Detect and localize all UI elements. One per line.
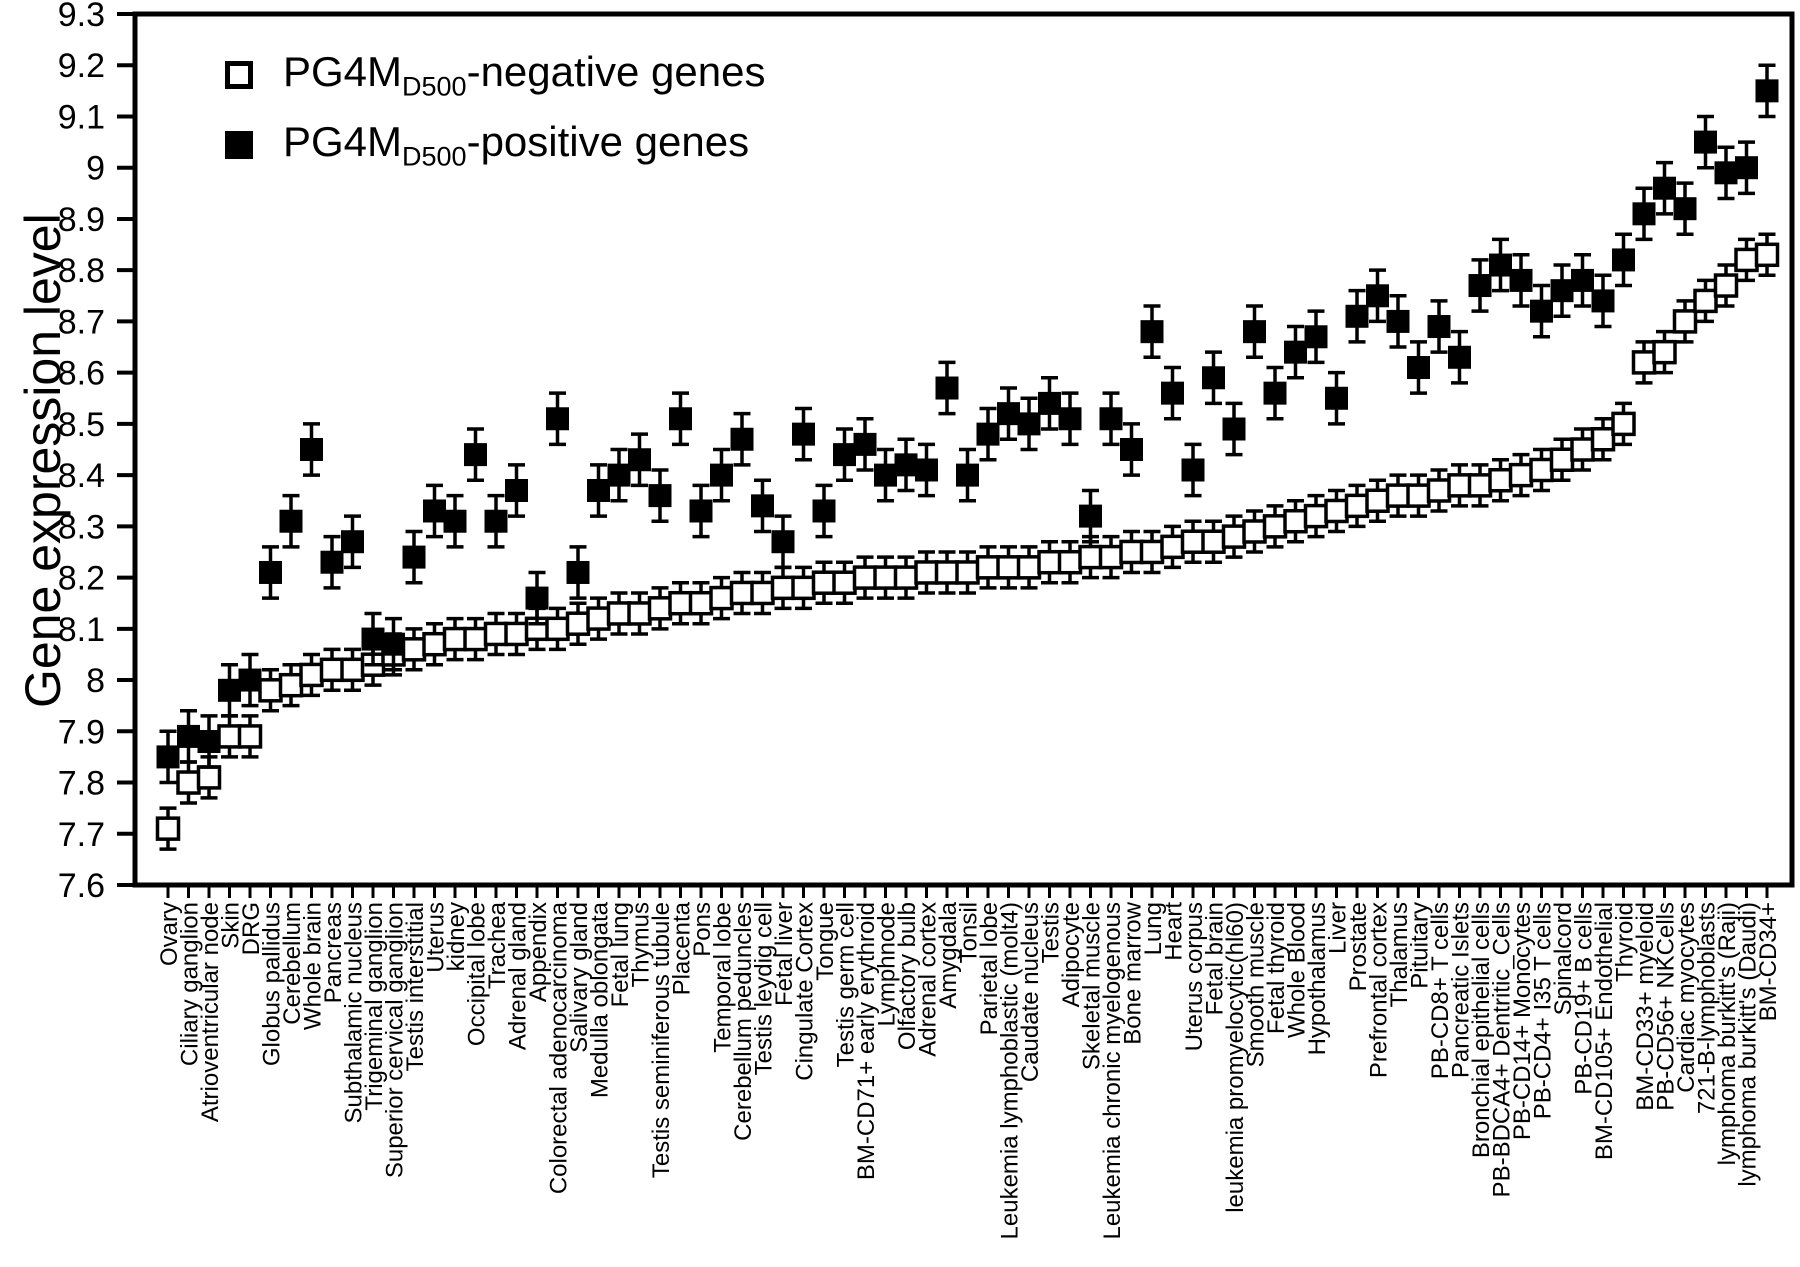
- data-point: [1306, 506, 1327, 527]
- data-point: [752, 582, 773, 603]
- x-tick-label: Testis seminiferous tubule: [648, 902, 675, 1179]
- x-tick-label: Colorectal adenocarcinoma: [545, 902, 573, 1195]
- x-tick-label: Fetal liver: [771, 902, 798, 1007]
- data-point: [1285, 342, 1306, 363]
- x-tick-label: leukemia promyelocytic(hl60): [1222, 902, 1249, 1213]
- data-point: [1470, 275, 1491, 296]
- legend-text: -negative genes: [466, 47, 766, 95]
- data-point: [240, 726, 261, 747]
- data-point: [1695, 290, 1716, 311]
- x-tick-label: Atrioventricular node: [197, 902, 224, 1123]
- x-tick-label: Skin: [217, 902, 245, 949]
- x-tick-label: Globus pallidus: [258, 902, 286, 1067]
- data-point: [260, 680, 281, 701]
- x-tick-label: Ovary: [156, 902, 183, 967]
- data-point: [1654, 342, 1675, 363]
- data-point: [1408, 485, 1429, 506]
- y-tick-label: 8.7: [57, 303, 105, 342]
- data-point: [834, 444, 855, 465]
- data-point: [1470, 475, 1491, 496]
- data-point: [1203, 531, 1224, 552]
- data-point: [1654, 178, 1675, 199]
- data-point: [855, 434, 876, 455]
- data-point: [752, 495, 773, 516]
- data-point: [1326, 500, 1347, 521]
- data-point: [1388, 311, 1409, 332]
- y-tick-label: 9.3: [57, 0, 105, 34]
- x-tick-label: Lung: [1140, 902, 1167, 956]
- data-point: [896, 454, 917, 475]
- x-tick-label: Occipital lobe: [463, 902, 491, 1047]
- data-point: [1367, 285, 1388, 306]
- data-point: [1326, 388, 1347, 409]
- x-tick-label: lymphoma burkitt's (Daudi): [1734, 902, 1762, 1187]
- series-negative: [158, 234, 1778, 849]
- x-tick-label: Temporal lobe: [709, 902, 737, 1053]
- x-tick-label: Parietal lobe: [976, 902, 1003, 1036]
- data-point: [1593, 290, 1614, 311]
- data-point: [1634, 352, 1655, 373]
- y-tick-label: 8.6: [57, 354, 105, 393]
- y-tick-label: 9.1: [57, 98, 105, 137]
- x-tick-label: Skeletal muscle: [1078, 902, 1106, 1071]
- x-tick-label: Subthalamic nucleus: [340, 902, 368, 1124]
- data-point: [1757, 244, 1778, 265]
- data-point: [1121, 541, 1142, 562]
- data-point: [1265, 383, 1286, 404]
- data-point: [1101, 408, 1122, 429]
- y-tick-label: 8.9: [57, 200, 105, 239]
- data-point: [1613, 413, 1634, 434]
- data-point: [875, 465, 896, 486]
- x-tick-label: Testis germ cell: [832, 902, 860, 1068]
- axes: [58, 0, 1792, 1240]
- data-point: [916, 459, 937, 480]
- data-point: [1183, 531, 1204, 552]
- data-point: [1429, 480, 1450, 501]
- x-tick-label: Pancreatic Islets: [1447, 902, 1475, 1079]
- x-tick-label: Leukemia chronic myelogenous: [1099, 902, 1126, 1240]
- data-point: [424, 500, 445, 521]
- data-point: [301, 664, 322, 685]
- data-point: [1408, 357, 1429, 378]
- data-point: [342, 659, 363, 680]
- data-point: [1675, 198, 1696, 219]
- x-tick-label: Medulla oblongata: [586, 902, 614, 1099]
- data-point: [1736, 249, 1757, 270]
- data-point: [875, 567, 896, 588]
- data-point: [158, 746, 179, 767]
- x-tick-label: Thyroid: [1611, 902, 1639, 983]
- data-point: [1490, 470, 1511, 491]
- data-point: [1449, 347, 1470, 368]
- x-tick-label: Hypothalamus: [1304, 902, 1331, 1056]
- data-point: [404, 547, 425, 568]
- x-tick-label: 721-B-lymphoblasts: [1693, 902, 1721, 1115]
- data-point: [978, 424, 999, 445]
- data-point: [1449, 475, 1470, 496]
- x-tick-label: Trigeminal ganglion: [361, 902, 388, 1111]
- data-point: [1736, 157, 1757, 178]
- data-point: [1675, 311, 1696, 332]
- data-point: [1695, 132, 1716, 153]
- data-point: [199, 731, 220, 752]
- data-point: [1101, 547, 1122, 568]
- y-tick-label: 8.4: [57, 457, 105, 496]
- x-tick-label: Heart: [1160, 902, 1188, 961]
- data-point: [1142, 321, 1163, 342]
- x-tick-label: Adipocyte: [1058, 902, 1085, 1008]
- y-tick-label: 7.6: [57, 867, 105, 905]
- x-tick-label: Bone marrow: [1119, 902, 1147, 1045]
- legend-subscript: D500: [402, 141, 467, 172]
- data-point: [158, 818, 179, 839]
- x-tick-label: Appendix: [525, 902, 552, 1003]
- x-tick-label: Amygdala: [935, 902, 962, 1009]
- x-tick-label: Caudate nucleus: [1017, 902, 1044, 1083]
- x-tick-label: Cerebellum: [279, 902, 306, 1025]
- data-point: [260, 562, 281, 583]
- x-tick-label: Smooth muscle: [1242, 902, 1270, 1068]
- legend-subscript: D500: [402, 71, 467, 102]
- legend: [225, 40, 765, 180]
- data-point: [1593, 429, 1614, 450]
- x-tick-label: Prostate: [1345, 902, 1372, 992]
- x-tick-label: Thalamus: [1386, 902, 1413, 1008]
- data-point: [1552, 449, 1573, 470]
- x-tick-label: Pituitary: [1406, 902, 1434, 989]
- x-tick-label: Uterus corpus: [1181, 902, 1208, 1052]
- data-point: [1613, 249, 1634, 270]
- data-point: [670, 408, 691, 429]
- data-point: [1265, 516, 1286, 537]
- x-tick-label: Testis interstitial: [402, 902, 429, 1072]
- data-point: [363, 629, 384, 650]
- x-tick-label: PB-CD8+ T cells: [1427, 902, 1454, 1080]
- data-point: [1511, 465, 1532, 486]
- data-point: [1039, 552, 1060, 573]
- data-point: [219, 726, 240, 747]
- x-tick-label: Pons: [689, 902, 716, 957]
- data-point: [629, 603, 650, 624]
- data-point: [588, 480, 609, 501]
- data-point: [383, 634, 404, 655]
- y-tick-label: 8: [86, 662, 105, 701]
- data-point: [691, 593, 712, 614]
- data-point: [486, 511, 507, 532]
- data-point: [937, 562, 958, 583]
- y-tick-label: 7.7: [57, 815, 105, 854]
- y-tick-label: 9.2: [57, 47, 105, 86]
- x-tick-label: Pancreas: [320, 902, 347, 1004]
- data-point: [178, 726, 199, 747]
- data-point: [1572, 270, 1593, 291]
- data-point: [1531, 301, 1552, 322]
- data-point: [793, 424, 814, 445]
- data-point: [1019, 413, 1040, 434]
- x-tick-label: Bronchial epithelial cells: [1468, 902, 1495, 1159]
- data-point: [773, 531, 794, 552]
- data-point: [855, 567, 876, 588]
- legend-label-negative: [283, 48, 765, 102]
- x-tick-label: PB-CD14+ Monocytes: [1509, 902, 1536, 1141]
- data-point: [445, 511, 466, 532]
- x-tick-label: Liver: [1324, 902, 1352, 955]
- data-point: [322, 659, 343, 680]
- legend-item-positive: [225, 110, 765, 180]
- x-tick-label: Ciliary ganglion: [176, 902, 204, 1067]
- y-tick-label: 8.5: [57, 405, 105, 444]
- legend-label-positive: [283, 118, 749, 172]
- legend-text: PG4M: [283, 47, 403, 95]
- data-point: [1142, 541, 1163, 562]
- x-tick-label: Prefrontal cortex: [1365, 902, 1393, 1079]
- y-tick-label: 8.2: [57, 559, 105, 598]
- data-point: [568, 613, 589, 634]
- data-point: [711, 588, 732, 609]
- x-tick-label: Tonsil: [955, 902, 983, 964]
- data-point: [916, 562, 937, 583]
- x-tick-label: Salivary gland: [566, 902, 593, 1053]
- filled-square-marker-icon: [225, 131, 253, 159]
- data-point: [609, 603, 630, 624]
- y-tick-label: 7.8: [57, 764, 105, 803]
- x-tick-label: Cingulate Cortex: [791, 902, 819, 1081]
- y-tick-label: 8.8: [57, 252, 105, 291]
- data-point: [1162, 536, 1183, 557]
- data-point: [1203, 367, 1224, 388]
- x-tick-label: Fetal thyroid: [1263, 902, 1290, 1035]
- x-tick-label: Olfactory bulb: [894, 902, 921, 1051]
- data-point: [998, 557, 1019, 578]
- data-point: [486, 623, 507, 644]
- data-point: [1388, 485, 1409, 506]
- y-tick-label: 8.3: [57, 508, 105, 547]
- data-point: [547, 408, 568, 429]
- data-point: [1060, 408, 1081, 429]
- data-point: [998, 403, 1019, 424]
- data-point: [527, 588, 548, 609]
- data-point: [732, 582, 753, 603]
- data-point: [424, 634, 445, 655]
- x-tick-label: kidney: [443, 902, 470, 972]
- x-tick-label: Trachea: [484, 902, 511, 990]
- data-point: [773, 577, 794, 598]
- y-axis-title: Gene expression level: [15, 213, 71, 708]
- data-point: [1162, 383, 1183, 404]
- x-tick-label: Adrenal cortex: [914, 902, 942, 1057]
- data-point: [896, 567, 917, 588]
- legend-text: -positive genes: [466, 117, 750, 165]
- data-point: [650, 485, 671, 506]
- x-tick-label: Leukemia lymphoblastic (molt4): [996, 902, 1024, 1240]
- data-point: [978, 557, 999, 578]
- x-tick-label: PB-CD56+ NKCells: [1652, 902, 1680, 1111]
- data-point: [178, 772, 199, 793]
- data-point: [1244, 521, 1265, 542]
- data-point: [1060, 552, 1081, 573]
- data-point: [1511, 270, 1532, 291]
- x-tick-label: PB-BDCA4+ Dentritic_Cells: [1488, 902, 1516, 1198]
- data-point: [219, 680, 240, 701]
- data-point: [240, 670, 261, 691]
- data-point: [1716, 275, 1737, 296]
- x-tick-label: Fetal brain: [1201, 902, 1229, 1016]
- data-point: [1429, 316, 1450, 337]
- y-tick-label: 7.9: [57, 713, 105, 752]
- x-tick-label: PB-CD19+ B cells: [1570, 902, 1598, 1095]
- data-point: [650, 598, 671, 619]
- x-tick-label: Fetal lung: [607, 902, 634, 1008]
- x-tick-label: Thymus: [627, 902, 655, 988]
- data-point: [1572, 439, 1593, 460]
- data-point: [834, 572, 855, 593]
- y-tick-label: 8.1: [57, 610, 105, 649]
- data-point: [568, 562, 589, 583]
- data-point: [1224, 419, 1245, 440]
- x-tick-label: Superior cervical ganglion: [381, 902, 409, 1179]
- data-point: [691, 500, 712, 521]
- data-point: [1531, 459, 1552, 480]
- data-point: [937, 378, 958, 399]
- data-point: [404, 639, 425, 660]
- legend-item-negative: [225, 40, 765, 110]
- data-point: [814, 572, 835, 593]
- data-point: [814, 500, 835, 521]
- data-point: [1634, 203, 1655, 224]
- legend-text: PG4M: [283, 117, 403, 165]
- x-tick-label: DRG: [238, 902, 265, 956]
- data-point: [957, 465, 978, 486]
- data-point: [793, 577, 814, 598]
- data-point: [1716, 162, 1737, 183]
- data-point: [322, 552, 343, 573]
- data-point: [547, 618, 568, 639]
- x-tick-label: PB-CD4+ I35 T cells: [1529, 902, 1557, 1120]
- data-point: [465, 444, 486, 465]
- data-point: [1019, 557, 1040, 578]
- data-point: [342, 531, 363, 552]
- data-point: [1347, 306, 1368, 327]
- data-point: [732, 429, 753, 450]
- x-tick-label: Placenta: [668, 902, 696, 996]
- data-point: [609, 465, 630, 486]
- x-tick-label: Uterus: [422, 902, 450, 973]
- data-point: [281, 675, 302, 696]
- data-point: [445, 629, 466, 650]
- y-tick-label: 9: [86, 149, 105, 188]
- x-tick-label: Whole brain: [299, 902, 327, 1031]
- data-point: [670, 593, 691, 614]
- x-tick-label: Testis: [1037, 902, 1065, 964]
- x-tick-label: lymphoma burkitt's (Raji): [1714, 902, 1741, 1166]
- data-point: [957, 562, 978, 583]
- x-tick-label: BM-CD105+ Endothelial: [1591, 902, 1618, 1161]
- data-point: [1039, 393, 1060, 414]
- data-point: [1490, 255, 1511, 276]
- data-point: [588, 608, 609, 629]
- data-point: [1224, 526, 1245, 547]
- data-point: [1080, 547, 1101, 568]
- x-tick-label: Whole Blood: [1283, 902, 1311, 1039]
- x-tick-label: Spinalcord: [1550, 902, 1577, 1016]
- data-point: [1244, 321, 1265, 342]
- data-point: [1285, 511, 1306, 532]
- data-point: [1757, 80, 1778, 101]
- data-point: [1121, 439, 1142, 460]
- x-tick-label: Testis leydig cell: [750, 902, 778, 1076]
- data-point: [506, 480, 527, 501]
- data-point: [301, 439, 322, 460]
- open-square-marker-icon: [225, 61, 253, 89]
- data-point: [1367, 490, 1388, 511]
- data-point: [465, 629, 486, 650]
- data-point: [1347, 495, 1368, 516]
- data-point: [629, 449, 650, 470]
- data-point: [1080, 506, 1101, 527]
- data-point: [1183, 459, 1204, 480]
- x-tick-label: Tongue: [812, 902, 839, 981]
- data-point: [199, 767, 220, 788]
- data-point: [281, 511, 302, 532]
- data-point: [506, 623, 527, 644]
- x-tick-label: Lymphnode: [873, 902, 901, 1027]
- data-point: [711, 465, 732, 486]
- x-tick-label: BM-CD33+ myeloid: [1632, 902, 1659, 1111]
- data-point: [1552, 280, 1573, 301]
- data-point: [1306, 326, 1327, 347]
- x-tick-label: BM-CD71+ early erythroid: [853, 902, 880, 1181]
- x-tick-label: BM-CD34+: [1755, 902, 1782, 1022]
- x-tick-label: Adrenal gland: [504, 902, 532, 1051]
- x-tick-label: Cerebellum peduncles: [730, 902, 757, 1141]
- x-tick-label: Cardiac myocytes: [1673, 902, 1700, 1093]
